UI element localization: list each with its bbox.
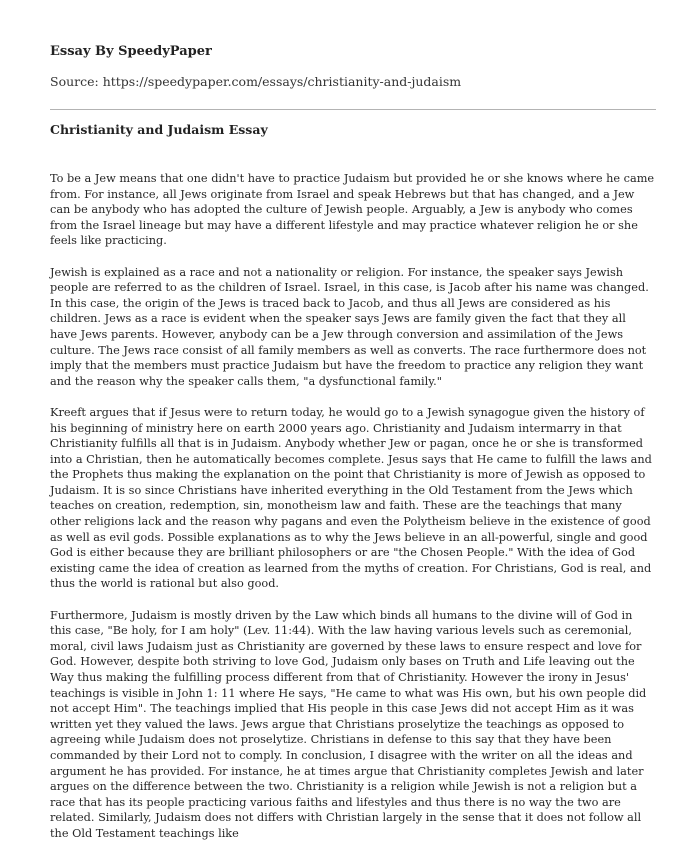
- paragraph-1: To be a Jew means that one didn't have to practice Judaism but provided he or she knows where he came from. For instance, all Jews originate from Israel and speak Hebrews but that has changed, and a Jew can be anybody who has adopted the culture of Jewish people. Arguably, a Jew is anybody who comes from the Israel lineage but may have a different lifestyle and may practice whatever religion he or she feels like practicing.: [50, 172, 655, 248]
- source-line: Source: https://speedypaper.com/essays/christianity-and-judaism: [50, 74, 462, 89]
- essay-body: [50, 171, 656, 857]
- header-divider: [50, 109, 656, 110]
- paragraph-2: Jewish is explained as a race and not a nationality or religion. For instance, the speaker says Jewish people are referred to as the children of Israel. Israel, in this case, is Jacob after his name was changed. In this case, the origin of the Jews is traced back to Jacob, and thus all Jews are considered as his children. Jews as a race is evident when the speaker says Jews are family given the fact that they all have Jews parents. However, anybody can be a Jew through conversion and assimilation of the Jews culture. The Jews race consist of all family members as well as converts. The race furthermore does not imply that the members must practice Judaism but have the freedom to practice any religion they want and the reason why the speaker calls them, "a dysfunctional family.": [50, 265, 649, 388]
- paragraph-3: Kreeft argues that if Jesus were to return today, he would go to a Jewish synagogue given the history of his beginning of ministry here on earth 2000 years ago. Christianity and Judaism intermarry in that Christianity fulfills all that is in Judaism. Anybody whether Jew or pagan, once he or she is transformed into a Christian, then he automatically becomes complete. Jesus says that He came to fulfill the laws and the Prophets thus making the explanation on the point that Christianity is more of Jewish as opposed to Judaism. It is so since Christians have inherited everything in the Old Testament from the Jews which teaches on creation, redemption, sin, monotheism law and faith. These are the teachings that many other religions lack and the reason why pagans and even the Polytheism believe in the existence of good as well as evil gods. Possible explanations as to why the Jews believe in an all-powerful, single and good God is either because they are brilliant philosophers or are "the Chosen People." With the idea of God existing came the idea of creation as learned from the myths of creation. For Christians, God is real, and thus the world is rational but also good.: [50, 405, 652, 591]
- header-title: Essay By SpeedyPaper: [50, 44, 212, 59]
- paragraph-4: Furthermore, Judaism is mostly driven by the Law which binds all humans to the divine will of God in this case, "Be holy, for I am holy" (Lev. 11:44). With the law having various levels such as ceremonial, moral, civil laws Judaism just as Christianity are governed by these laws to ensure respect and love for God. However, despite both striving to love God, Judaism only bases on Truth and Life leaving out the Way thus making the fulfilling process different from that of Christianity. However the irony in Jesus' teachings is visible in John 1: 11 where He says, "He came to what was His own, but his own people did not accept Him". The teachings implied that His people in this case Jews did not accept Him as it was written yet they valued the laws. Jews argue that Christians proselytize the teachings as opposed to agreeing while Judaism does not proselytize. Christians in defense to this say that they have been commanded by their Lord not to comply. In conclusion, I disagree with the writer on all the ideas and argument he has provided. For instance, he at times argue that Christianity completes Jewish and later argues on the difference between the two. Christianity is a religion while Jewish is not a religion but a race that has its people practicing various faiths and lifestyles and thus there is no way the two are related. Similarly, Judaism does not differs with Christian largely in the sense that it does not follow all the Old Testament teachings like: [50, 608, 647, 840]
- essay-title: Christianity and Judaism Essay: [50, 122, 268, 137]
